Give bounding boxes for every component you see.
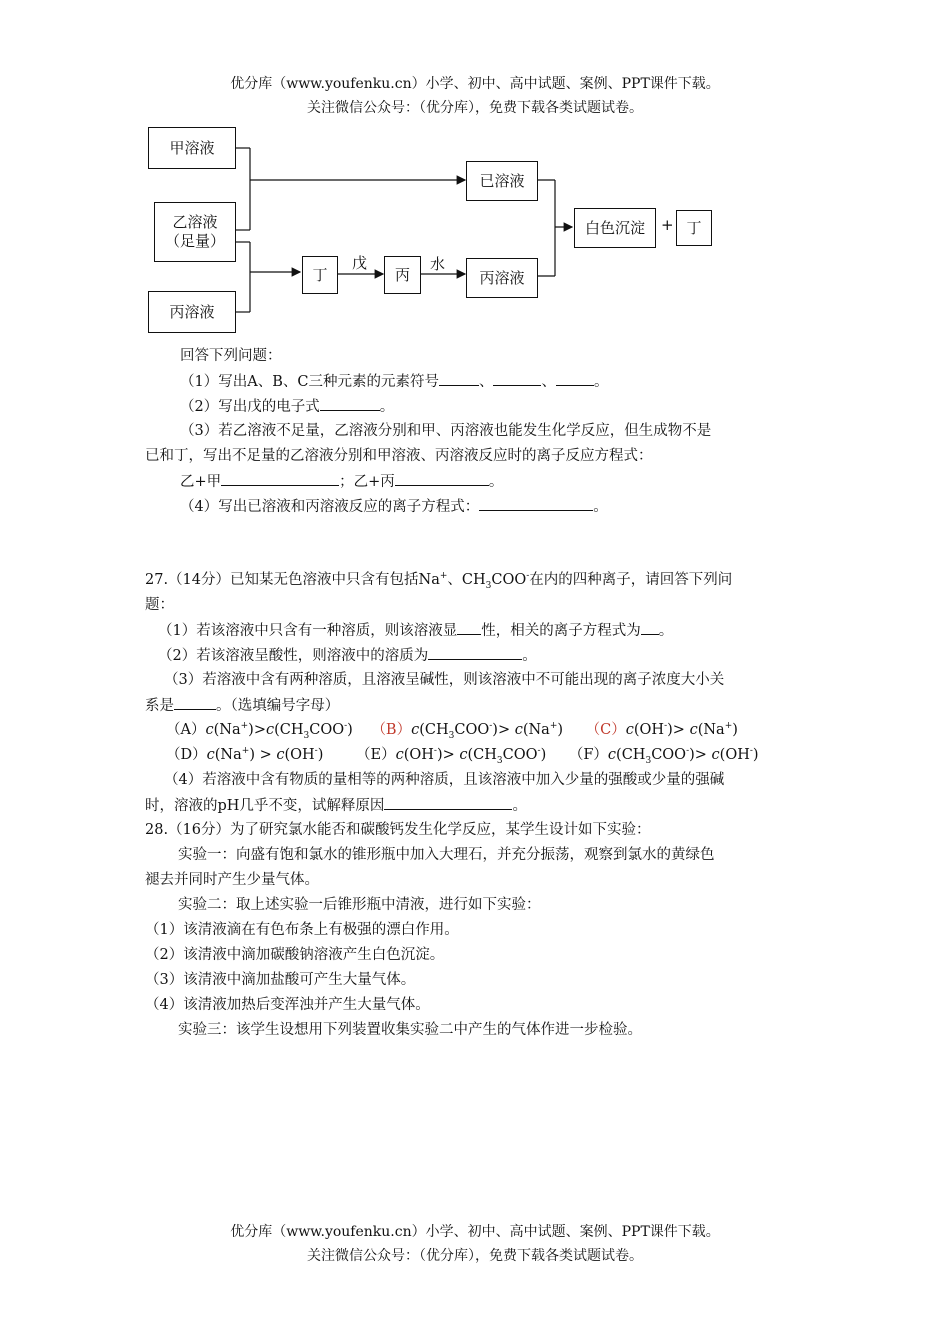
q27-part3-line1: （3）若溶液中含有两种溶质，且溶液呈碱性，则该溶液中不可能出现的离子浓度大小关	[164, 672, 725, 688]
answer-blank[interactable]	[320, 396, 380, 411]
sep: 、	[541, 374, 556, 390]
q27-part4-line1: （4）若溶液中含有物质的量相等的两种溶质，且该溶液中加入少量的强酸或少量的强碱	[164, 772, 725, 788]
answer-blank[interactable]	[479, 496, 593, 511]
q26-p1-text: （1）写出A、B、C三种元素的元素符号	[180, 374, 439, 390]
q27-text: 时，溶液的pH几乎不变，试解释原因	[145, 798, 385, 814]
box-bing-solution-2: 丙溶液	[466, 258, 538, 298]
answer-blank[interactable]	[428, 645, 522, 660]
q28-step3: （3）该清液中滴加盐酸可产生大量气体。	[145, 972, 416, 988]
end: 。	[522, 648, 537, 664]
option-d-label: （D）	[166, 747, 207, 763]
option-f-label: （F）	[568, 747, 608, 763]
answer-blank[interactable]	[457, 620, 481, 635]
box-jia-solution: 甲溶液	[148, 127, 236, 169]
option-e-label: （E）	[356, 747, 396, 763]
plus-sign: +	[661, 216, 674, 234]
q27-part3-line2	[145, 695, 339, 716]
box-yi-solution	[154, 202, 236, 262]
answer-blank[interactable]	[384, 795, 512, 810]
q27-stem-line2: 题：	[145, 597, 174, 613]
box-ding-product: 丁	[676, 210, 712, 246]
q28-step4: （4）该清液加热后变浑浊并产生大量气体。	[145, 997, 430, 1013]
box-white-precipitate: 白色沉淀	[574, 208, 656, 248]
q28-exp1-line1: 实验一：向盛有饱和氯水的锥形瓶中加入大理石，并充分振荡，观察到氯水的黄绿色	[178, 847, 715, 863]
q27-text: COO	[491, 572, 527, 588]
q26-part1	[180, 371, 608, 392]
q28-step1: （1）该清液滴在有色布条上有极强的漂白作用。	[145, 922, 459, 938]
end: 。	[512, 798, 527, 814]
answer-blank[interactable]	[556, 371, 594, 386]
q28-step2: （2）该清液中滴加碳酸钠溶液产生白色沉淀。	[145, 947, 445, 963]
end: 。	[379, 399, 395, 415]
end: 。	[658, 623, 674, 639]
q27-text: 性，相关的离子方程式为	[481, 623, 641, 639]
q27-text: （1）若该溶液中只含有一种溶质，则该溶液显	[158, 623, 458, 639]
q28-exp1-line2: 褪去并同时产生少量气体。	[145, 872, 319, 888]
answer-blank[interactable]	[395, 471, 489, 486]
label-water: 水	[430, 255, 446, 273]
q26-intro: 回答下列问题：	[180, 348, 282, 364]
box-bing: 丙	[384, 256, 421, 294]
q26-part4	[180, 496, 608, 517]
end: 。	[593, 374, 609, 390]
option-b-label: （B）	[371, 722, 412, 738]
answer-blank[interactable]	[221, 471, 339, 486]
q27-text: 、CH	[447, 572, 486, 588]
footer-line-1: 优分库（www.youfenku.cn）小学、初中、高中试题、案例、PPT课件下载。	[230, 1224, 720, 1240]
q27-text: 系是	[145, 698, 174, 714]
q27-part4-line2	[145, 795, 527, 816]
q28-exp2: 实验二：取上述实验一后锥形瓶中清液，进行如下实验：	[178, 897, 541, 913]
yi-bing: ；乙+丙	[339, 474, 395, 490]
q27-text: 在内的四种离子，请回答下列问	[529, 572, 733, 588]
end: 。	[593, 499, 608, 515]
q27-text: 。（选填编号字母）	[216, 698, 340, 714]
q27-options-row2: （D）c(Na+) > c(OH-) $(E)c(OH^-)> c(CH_3COO^-)$ $(F)c(CH_3COO^-)> c(OH^-)$	[166, 746, 759, 766]
q27-options-row1: $(A)c(Na^+)>c(CH_3COO^-)$ $(B)c(CH_3COO^-)> c(Na^+)$ （C）c(OH-)> c(Na+)	[166, 721, 738, 741]
q26-p4-text: （4）写出已溶液和丙溶液反应的离子方程式：	[180, 499, 480, 515]
q26-part2	[180, 396, 394, 417]
sep: 、	[478, 374, 494, 390]
yi-jia: 乙+甲	[180, 474, 222, 490]
label-wu: 戊	[352, 254, 368, 272]
q26-p2-text: （2）写出戊的电子式	[180, 399, 320, 415]
answer-blank[interactable]	[493, 371, 541, 386]
q27-part2	[158, 645, 537, 666]
end: 。	[488, 474, 504, 490]
answer-blank[interactable]	[641, 620, 659, 635]
q27-stem-line1: 27.（14分）已知某无色溶液中只含有包括Na+、$CH_3COO^-$在内的四种离子，请回答下列问	[145, 571, 733, 591]
q27-text: （2）若该溶液呈酸性，则溶液中的溶质为	[158, 648, 429, 664]
header-line-1: 优分库（www.youfenku.cn）小学、初中、高中试题、案例、PPT课件下载。	[230, 76, 720, 92]
q26-part3-line1: （3）若乙溶液不足量，乙溶液分别和甲、丙溶液也能发生化学反应，但生成物不是	[180, 423, 712, 439]
q26-part3-line3	[180, 471, 503, 492]
header-line-2: 关注微信公众号：（优分库），免费下载各类试题试卷。	[307, 100, 643, 116]
q28-stem: 28.（16分）为了研究氯水能否和碳酸钙发生化学反应，某学生设计如下实验：	[145, 822, 651, 838]
footer-line-2: 关注微信公众号：（优分库），免费下载各类试题试卷。	[307, 1248, 643, 1264]
yi-label: 乙溶液	[172, 213, 218, 231]
box-ji-solution: 已溶液	[466, 161, 538, 201]
option-a-label: （A）	[166, 722, 206, 738]
option-c-label: （C）	[585, 722, 626, 738]
q27-text: 27.（14分）已知某无色溶液中只含有包括Na	[145, 572, 440, 588]
q26-part3-line2: 已和丁，写出不足量的乙溶液分别和甲溶液、丙溶液反应时的离子反应方程式：	[145, 448, 653, 464]
box-bing-solution: 丙溶液	[148, 291, 236, 333]
q28-exp3: 实验三：该学生设想用下列装置收集实验二中产生的气体作进一步检验。	[178, 1022, 642, 1038]
reaction-flow-diagram	[140, 120, 740, 340]
answer-blank[interactable]	[174, 695, 216, 710]
answer-blank[interactable]	[439, 371, 479, 386]
box-ding: 丁	[302, 256, 338, 294]
q27-part1	[158, 620, 673, 641]
yi-amount: （足量）	[164, 232, 225, 250]
